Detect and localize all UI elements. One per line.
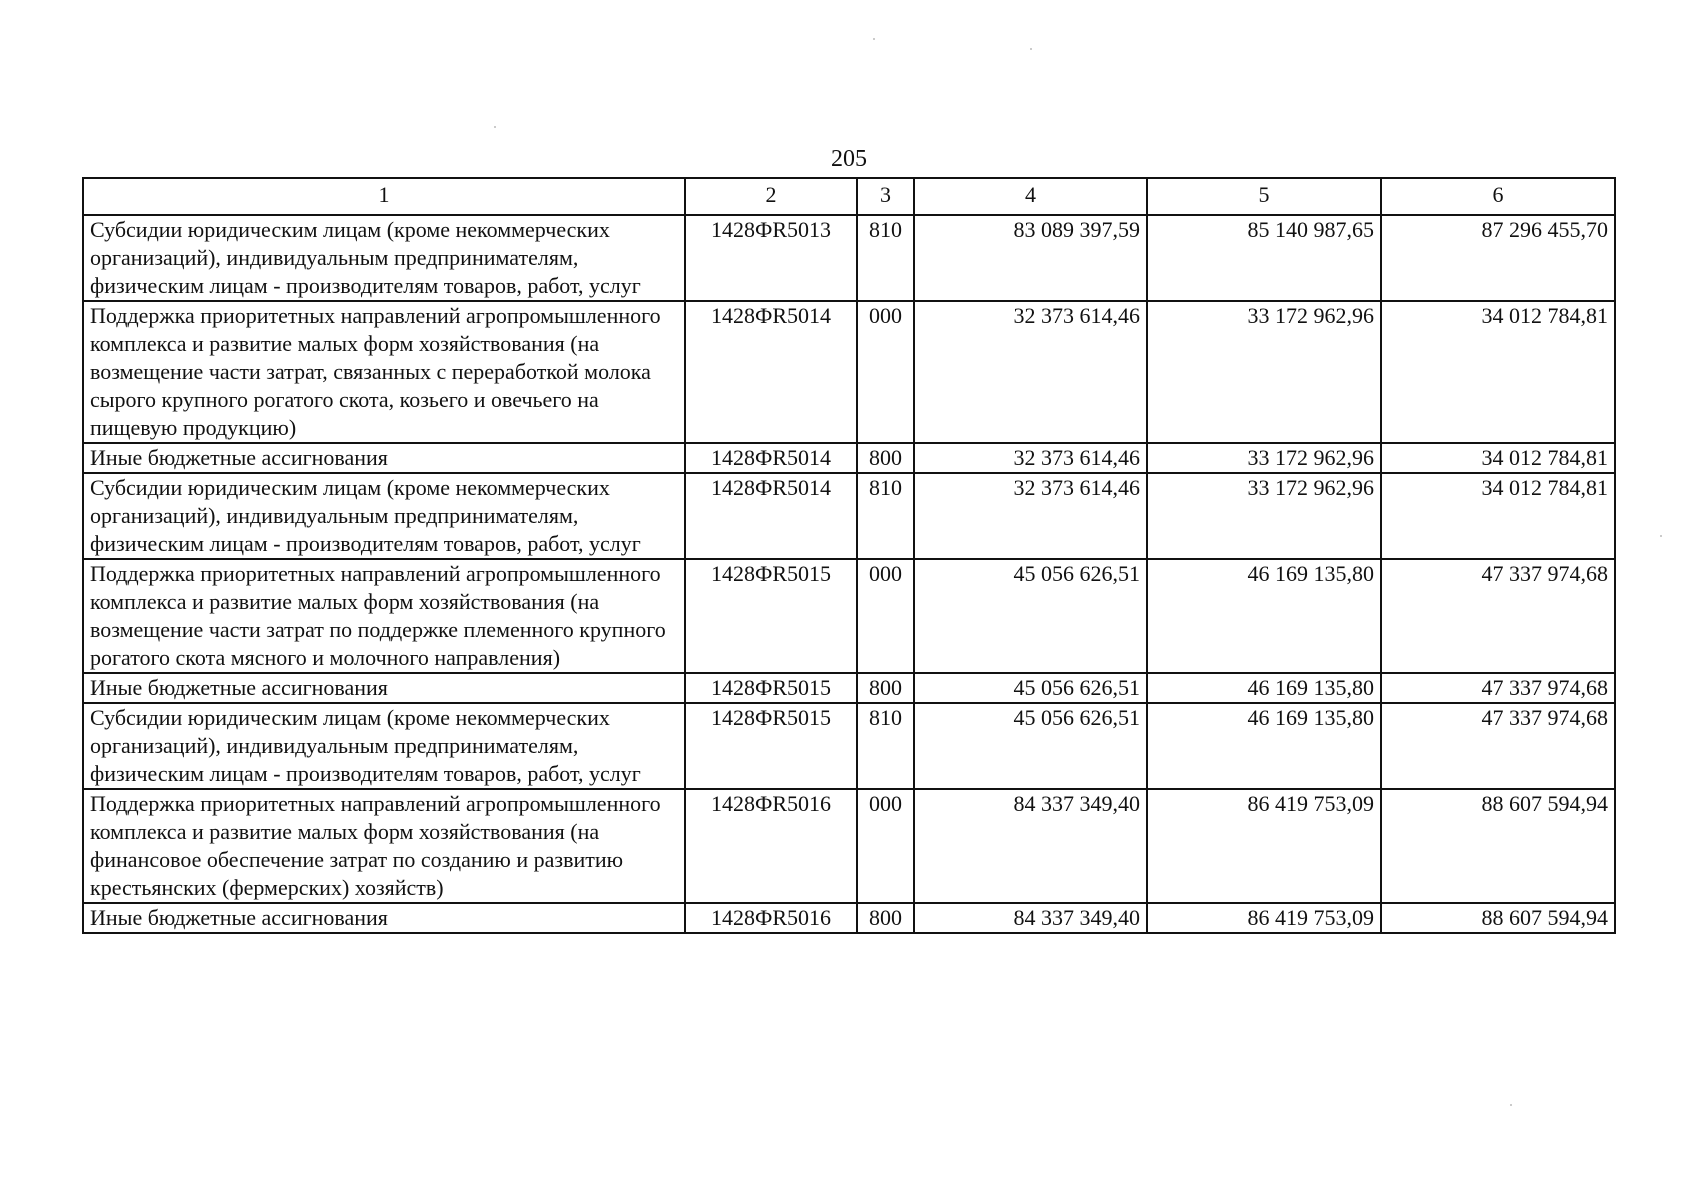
row-amount-year-2: 85 140 987,65 (1147, 215, 1381, 301)
row-amount-year-1: 32 373 614,46 (914, 443, 1147, 473)
row-target-code: 1428ФR5014 (685, 301, 857, 443)
table-row (83, 443, 1615, 473)
table-row (83, 559, 1615, 673)
row-expense-type: 000 (857, 789, 914, 903)
row-amount-year-3: 34 012 784,81 (1381, 301, 1615, 443)
scan-speck (494, 126, 496, 128)
row-amount-year-2: 86 419 753,09 (1147, 903, 1381, 933)
row-expense-type: 810 (857, 473, 914, 559)
header-col-2: 2 (685, 178, 857, 215)
row-target-code: 1428ФR5016 (685, 903, 857, 933)
row-amount-year-3: 87 296 455,70 (1381, 215, 1615, 301)
row-expense-type: 000 (857, 301, 914, 443)
row-name: Иные бюджетные ассигнования (83, 903, 685, 933)
row-name: Иные бюджетные ассигнования (83, 673, 685, 703)
row-target-code: 1428ФR5014 (685, 443, 857, 473)
row-target-code: 1428ФR5015 (685, 673, 857, 703)
table-row (83, 301, 1615, 443)
row-amount-year-3: 47 337 974,68 (1381, 673, 1615, 703)
header-col-4: 4 (914, 178, 1147, 215)
header-col-6: 6 (1381, 178, 1615, 215)
row-expense-type: 810 (857, 703, 914, 789)
row-expense-type: 800 (857, 903, 914, 933)
header-row (83, 178, 1615, 215)
row-expense-type: 800 (857, 673, 914, 703)
row-amount-year-3: 34 012 784,81 (1381, 473, 1615, 559)
header-col-5: 5 (1147, 178, 1381, 215)
row-amount-year-2: 33 172 962,96 (1147, 301, 1381, 443)
row-amount-year-1: 45 056 626,51 (914, 559, 1147, 673)
budget-table (82, 177, 1616, 934)
row-amount-year-2: 33 172 962,96 (1147, 473, 1381, 559)
row-target-code: 1428ФR5014 (685, 473, 857, 559)
row-name: Иные бюджетные ассигнования (83, 443, 685, 473)
row-amount-year-3: 34 012 784,81 (1381, 443, 1615, 473)
table-row (83, 703, 1615, 789)
row-amount-year-3: 47 337 974,68 (1381, 559, 1615, 673)
row-amount-year-2: 46 169 135,80 (1147, 673, 1381, 703)
row-expense-type: 800 (857, 443, 914, 473)
row-name: Субсидии юридическим лицам (кроме некоммерческих организаций), индивидуальным предпринимателям, физическим лицам - производителям товаров, работ, услуг (83, 215, 685, 301)
row-name: Поддержка приоритетных направлений агропромышленного комплекса и развитие малых форм хозяйствования (на финансовое обеспечение затрат по созданию и развитию крестьянских (фермерских) хозяйств) (83, 789, 685, 903)
table-row (83, 215, 1615, 301)
row-expense-type: 000 (857, 559, 914, 673)
scan-speck (1510, 1104, 1512, 1106)
scan-speck (1660, 535, 1662, 537)
scan-speck (873, 38, 875, 40)
row-amount-year-3: 47 337 974,68 (1381, 703, 1615, 789)
row-name: Поддержка приоритетных направлений агропромышленного комплекса и развитие малых форм хозяйствования (на возмещение части затрат по поддержке племенного крупного рогатого скота мясного и молочного направления) (83, 559, 685, 673)
header-col-3: 3 (857, 178, 914, 215)
row-amount-year-1: 32 373 614,46 (914, 301, 1147, 443)
row-amount-year-2: 46 169 135,80 (1147, 703, 1381, 789)
row-amount-year-1: 45 056 626,51 (914, 703, 1147, 789)
row-amount-year-3: 88 607 594,94 (1381, 789, 1615, 903)
page-number: 205 (831, 146, 867, 172)
table-row (83, 789, 1615, 903)
row-amount-year-1: 45 056 626,51 (914, 673, 1147, 703)
row-amount-year-2: 86 419 753,09 (1147, 789, 1381, 903)
row-target-code: 1428ФR5013 (685, 215, 857, 301)
row-name: Субсидии юридическим лицам (кроме некоммерческих организаций), индивидуальным предпринимателям, физическим лицам - производителям товаров, работ, услуг (83, 473, 685, 559)
scan-speck (1030, 48, 1032, 50)
row-name: Поддержка приоритетных направлений агропромышленного комплекса и развитие малых форм хозяйствования (на возмещение части затрат, связанных с переработкой молока сырого крупного рогатого скота, козьего и овечьего на пищевую продукцию) (83, 301, 685, 443)
row-name: Субсидии юридическим лицам (кроме некоммерческих организаций), индивидуальным предпринимателям, физическим лицам - производителям товаров, работ, услуг (83, 703, 685, 789)
row-amount-year-2: 46 169 135,80 (1147, 559, 1381, 673)
table-row (83, 473, 1615, 559)
row-amount-year-1: 84 337 349,40 (914, 789, 1147, 903)
row-expense-type: 810 (857, 215, 914, 301)
header-col-1: 1 (83, 178, 685, 215)
row-target-code: 1428ФR5015 (685, 703, 857, 789)
row-target-code: 1428ФR5016 (685, 789, 857, 903)
table-body (83, 215, 1615, 933)
row-amount-year-1: 83 089 397,59 (914, 215, 1147, 301)
row-target-code: 1428ФR5015 (685, 559, 857, 673)
table-row (83, 673, 1615, 703)
row-amount-year-2: 33 172 962,96 (1147, 443, 1381, 473)
row-amount-year-1: 84 337 349,40 (914, 903, 1147, 933)
row-amount-year-1: 32 373 614,46 (914, 473, 1147, 559)
row-amount-year-3: 88 607 594,94 (1381, 903, 1615, 933)
table-row (83, 903, 1615, 933)
